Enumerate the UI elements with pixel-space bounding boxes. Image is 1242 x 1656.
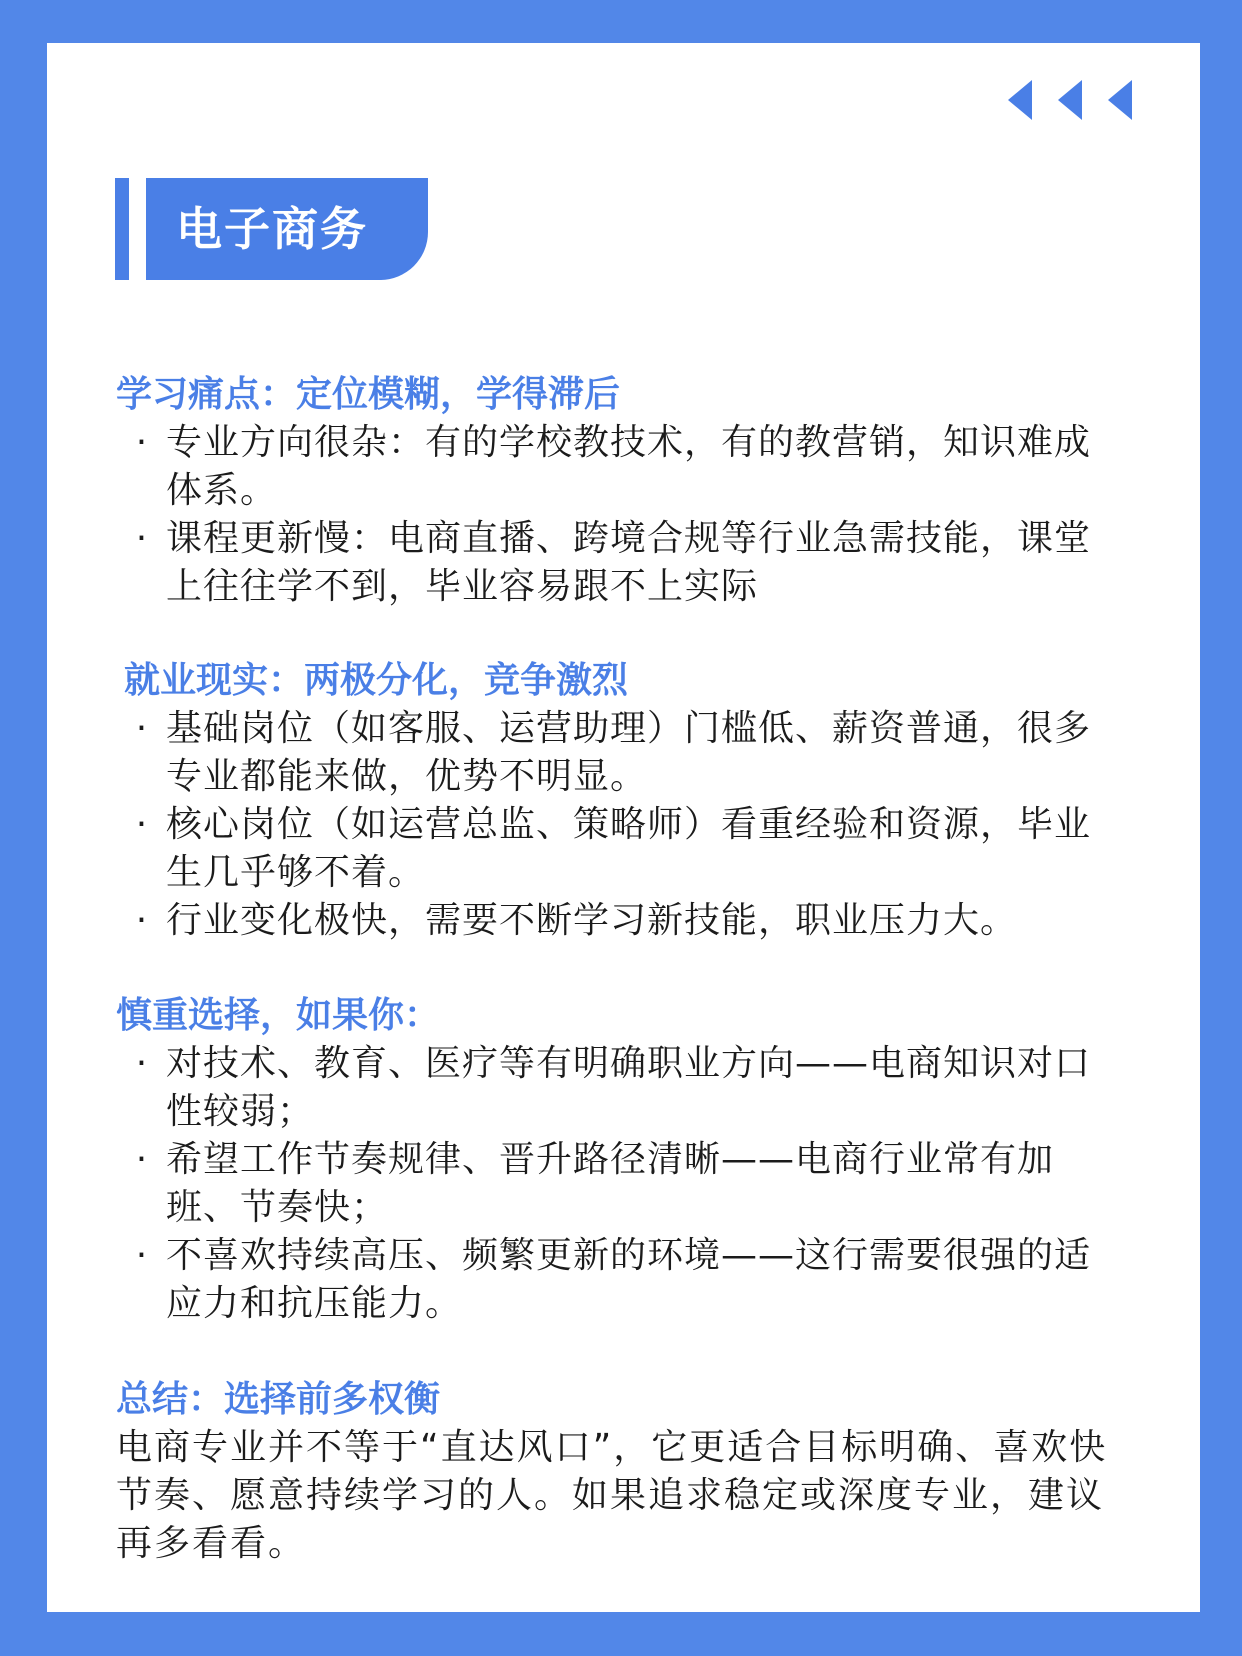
section-choose-carefully	[116, 992, 1126, 1328]
bullet-dot: ·	[135, 1235, 149, 1276]
list-item	[116, 801, 1126, 897]
bullet-dot: ·	[135, 1043, 149, 1084]
left-triangle-icon	[1108, 80, 1132, 120]
summary-paragraph: 电商专业并不等于“直达风口”，它更适合目标明确、喜欢快节奏、愿意持续学习的人。如果追求稳定或深度专业，建议再多看看。	[116, 1427, 1108, 1564]
list-item-text: 希望工作节奏规律、晋升路径清晰——电商行业常有加班、节奏快；	[166, 1139, 1055, 1228]
title-accent-bar	[115, 178, 129, 280]
list-item-text: 核心岗位（如运营总监、策略师）看重经验和资源，毕业生几乎够不着。	[166, 804, 1092, 893]
list-item	[116, 419, 1126, 515]
section-pain-points	[116, 371, 1126, 611]
section-heading: 总结：选择前多权衡	[116, 1379, 441, 1420]
list-item	[116, 1232, 1126, 1328]
section-heading: 学习痛点：定位模糊，学得滞后	[116, 374, 621, 415]
bullet-dot: ·	[135, 518, 149, 559]
list-item-text: 课程更新慢：电商直播、跨境合规等行业急需技能，课堂上往往学不到，毕业容易跟不上实际	[166, 518, 1092, 607]
list-item-text: 行业变化极快，需要不断学习新技能，职业压力大。	[166, 900, 1018, 941]
list-item-text: 专业方向很杂：有的学校教技术，有的教营销，知识难成体系。	[166, 422, 1092, 511]
bullet-dot: ·	[135, 900, 149, 941]
page-title: 电子商务	[146, 178, 428, 280]
list-item	[116, 1040, 1126, 1136]
bullet-list	[116, 419, 1126, 611]
bullet-dot: ·	[135, 422, 149, 463]
list-item	[116, 705, 1126, 801]
list-item-text: 不喜欢持续高压、频繁更新的环境——这行需要很强的适应力和抗压能力。	[166, 1235, 1092, 1324]
left-triangle-icon	[1058, 80, 1082, 120]
section-summary	[116, 1376, 1126, 1568]
section-employment	[124, 657, 1134, 705]
bullet-dot: ·	[135, 1139, 149, 1180]
left-triangle-icon	[1008, 80, 1032, 120]
decorative-arrows	[1008, 80, 1132, 120]
bullet-list	[116, 705, 1126, 945]
section-heading: 就业现实：两极分化，竞争激烈	[124, 660, 629, 701]
section-employment-list	[116, 705, 1126, 945]
list-item-text: 基础岗位（如客服、运营助理）门槛低、薪资普通，很多专业都能来做，优势不明显。	[166, 708, 1092, 797]
bullet-dot: ·	[135, 804, 149, 845]
bullet-list	[116, 1040, 1126, 1328]
list-item	[116, 515, 1126, 611]
list-item-text: 对技术、教育、医疗等有明确职业方向——电商知识对口性较弱；	[166, 1043, 1092, 1132]
section-heading: 慎重选择，如果你：	[116, 995, 441, 1036]
list-item	[116, 1136, 1126, 1232]
list-item	[116, 897, 1126, 945]
bullet-dot: ·	[135, 708, 149, 749]
